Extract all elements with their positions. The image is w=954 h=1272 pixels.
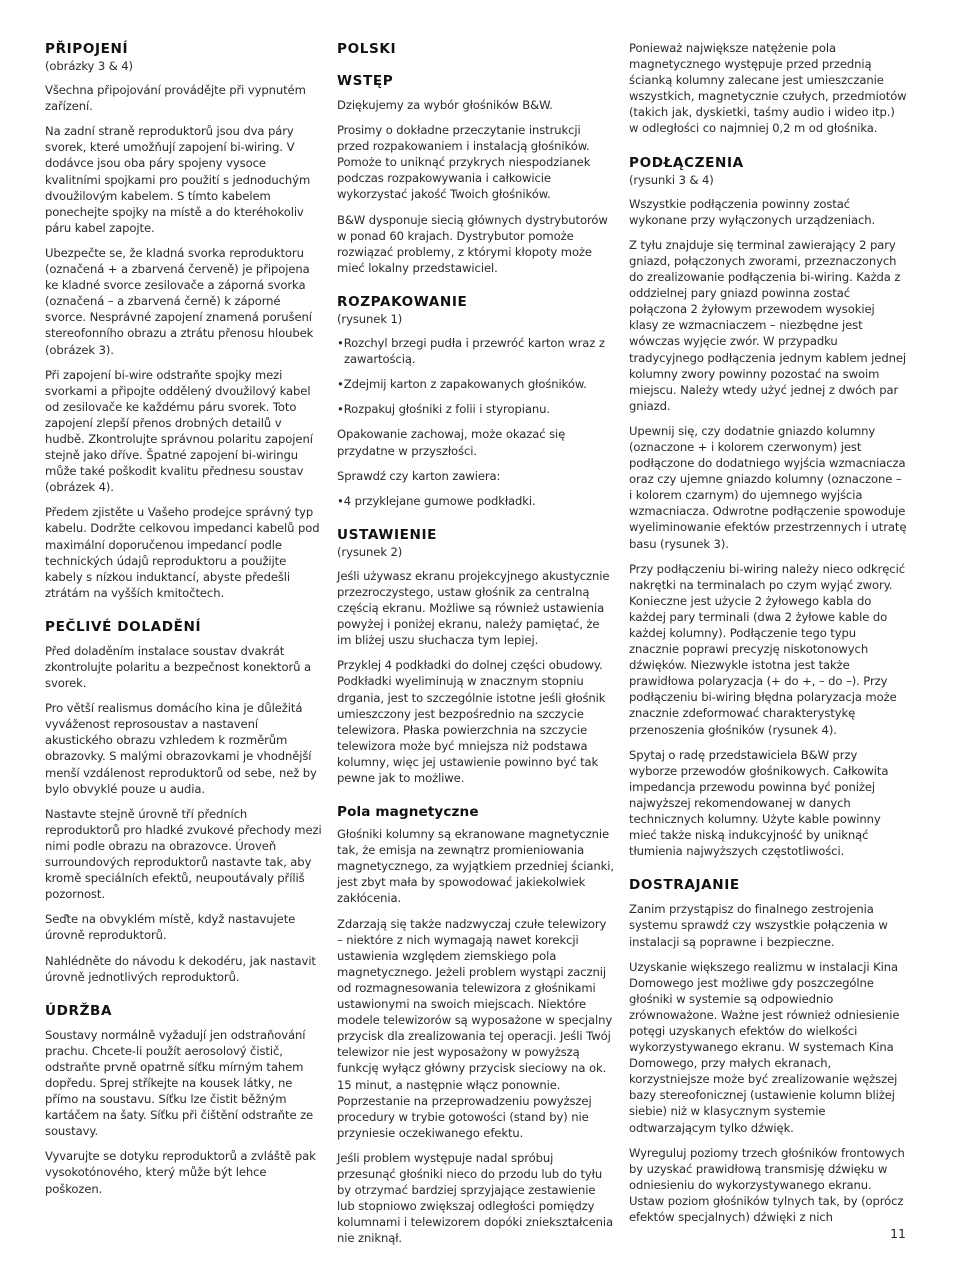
list-item: •Rozchyl brzegi pudła i przewróć karton wraz z zawartością. <box>337 336 605 367</box>
section-ustawienie <box>337 526 615 786</box>
paragraph: Głośniki kolumny są ekranowane magnetycznie tak, że emisja na zewnątrz promieniowania magnetycznego, za wyjątkiem przedniej ścianki, jest zbyt mała by spowodować jakiekolwiek zakłócenia. <box>337 827 614 906</box>
section-heading: ÚDRŽBA <box>45 1002 113 1019</box>
paragraph: Z tyłu znajduje się terminal zawierający 2 pary gniazd, połączonych zworami, przeznaczonych do zrealizowanie podłączenia bi-wiring. Każda z oddzielnej pary gniazd powinna zostać połączona 2 żyłowym przewodem wysokiej klasy ze wzmacniaczem – niezbędne jest wówczas wyjęcie zwór. W przypadku tradycyjnego podłączenia jednym kablem jednej kolumny zwory powinny pozostać na swoim miejscu. Należy wtedy użyć jednej z dwóch par gniazd. <box>629 237 906 413</box>
figure-reference: (rysunki 3 & 4) <box>629 172 714 187</box>
section-heading: PŘIPOJENÍ <box>45 41 129 57</box>
section-peclive-doladeni <box>45 618 323 985</box>
section-heading: DOSTRAJANIE <box>629 877 740 894</box>
paragraph: Jeśli problem występuje nadal spróbuj przesunąć głośniki nieco do przodu lub do tyłu by otrzymać bardziej sprzyjające zestawienie lub stopniowo zwiększaj odległości pomiędzy kolumnami i telewizorem dopóki zniekształcenia nie zniknął. <box>337 1150 614 1246</box>
section-pripojeni <box>45 40 323 601</box>
paragraph: Seďte na obvyklém místě, když nastavujete úrovně reproduktorů. <box>45 912 296 943</box>
box-contents-list <box>337 493 615 509</box>
paragraph: Wyreguluj poziomy trzech głośników frontowych by uzyskać prawidłową transmisję dźwięku w odniesieniu do wykorzystywanego ekranu. Ustaw poziom głośników tylnych tak, by (oprócz efektów specjalnych) dźwięki z nich <box>629 1145 905 1224</box>
section-udrzba <box>45 1002 323 1197</box>
paragraph: Na zadní straně reproduktorů jsou dva páry svorek, které umožňují zapojení bi-wiring. V dodávce jsou oba páry spojeny vysoce kvalitními spojkami pro použití s jednoduchým dvoužilovým kabelem. S tímto kabelem ponechejte spojky na místě a do kteréhokoliv páru kabel zapojte. <box>45 124 311 235</box>
list-item: •Zdejmij karton z zapakowanych głośników. <box>337 377 587 392</box>
paragraph: Všechna připojování provádějte při vypnutém zařízení. <box>45 83 306 114</box>
paragraph: Zdarzają się także nadzwyczaj czułe telewizory – niektóre z nich wymagają nawet korekcji ustawienia względem ziemskiego pola magnetycznego. Jeżeli problem wystąpi zacznij od rozmagnesowania telewizora z głośnikami ustawionymi na swoich miejscach. Niektóre modele telewizorów są wyposażone w specjalny przycisk dla zrealizowania tej operacji. Jeśli Twój telewizor nie jest wyposażony w powyższą funkcję wyłącz główny przycisk sieciowy na ok. 15 minut, a następnie włącz ponownie. Poprzestanie na przeprowadzeniu powyższej procedury w trybie gotowości (stand by) nie przyniesie oczekiwanego efektu. <box>337 916 613 1140</box>
paragraph: Przyklej 4 podkładki do dolnej części obudowy. Podkładki wyeliminują w znacznym stopniu drgania, jest to szczególnie istotne jeśli głośnik umieszczony jest bezpośrednio na szczycie telewizora. Płaska powierzchnia na szczycie telewizora może być mniejsza niż podstawa kolumny, więc jej ustawienie powinno być tak pewne jak to możliwe. <box>337 658 606 785</box>
section-heading: ROZPAKOWANIE <box>337 293 468 310</box>
section-pola-magnetyczne <box>337 803 615 1246</box>
paragraph: Vyvarujte se dotyku reproduktorů a zvláště pak vysokotónového, který může být lehce poškozen. <box>45 1149 316 1196</box>
page-number: 11 <box>890 1226 906 1241</box>
section-heading: Pola magnetyczne <box>337 804 479 821</box>
paragraph: Dziękujemy za wybór głośników B&W. <box>337 98 553 112</box>
figure-reference: (obrázky 3 & 4) <box>45 59 133 73</box>
paragraph: Ponieważ największe natężenie pola magnetycznego występuje przed przednią ścianką kolumny zalecane jest umieszczanie wszystkich, magnetycznie czułych, przedmiotów (takich jak, dyskietki, taśmy audio i wideo itp.) w odległości co najmniej 0,2 m od głośnika. <box>629 41 907 136</box>
section-rozpakowanie <box>337 293 615 509</box>
section-wstep <box>337 72 615 276</box>
unpacking-steps <box>337 335 615 417</box>
paragraph: Spytaj o radę przedstawiciela B&W przy wyborze przewodów głośnikowych. Całkowita impedancja przewodu powinna być poniżej najwyższej rekomendowanej w danych technicznych kolumny. Użyte kable powinny mieć także niską indukcyjność by uniknąć tłumienia najwyższych częstotliwości. <box>629 747 889 859</box>
paragraph: Prosimy o dokładne przeczytanie instrukcji przed rozpakowaniem i instalacją głośników. Pomoże to uniknąć przykrych niespodzianek podczas rozpakowywania i całkowicie wykorzystać jakość Twoich głośników. <box>337 123 591 202</box>
paragraph: Při zapojení bi-wire odstraňte spojky mezi svorkami a připojte oddělený dvoužilový kabel od zesilovače ke každému páru svorek. Toto zapojení zlepší přenos drobných detailů v hudbě. Zkontrolujte správnou polaritu zapojení stejně jako dříve. Špatné zapojení bi-wiringu může také poškodit kvalitu přednesu soustav (obrázek 4). <box>45 367 313 495</box>
figure-reference: (rysunek 1) <box>337 311 403 326</box>
paragraph: Před doladěním instalace soustav dvakrát zkontrolujte polaritu a bezpečnost konektorů a svorek. <box>45 643 311 691</box>
paragraph: Nastavte stejně úrovně tří předních reproduktorů pro hladké zvukové přechody mezi nimi podle obrazu na obrazovce. Úroveň surroundových reproduktorů nastavte tak, aby kromě speciálních efektů, neupoutávaly příliš pozornost. <box>45 806 322 902</box>
list-item: •4 przyklejane gumowe podkładki. <box>337 493 536 508</box>
section-heading: WSTĘP <box>337 73 394 89</box>
paragraph: Przy podłączeniu bi-wiring należy nieco odkręcić nakrętki na terminalach po czym wyjąć zwory. Konieczne jest użycie 2 żyłowego kabla do każdej pary terminali (dwa 2 żyłowe kable do każdej kolumny). Podłączenie tego typu znacznie poprawi precyzję niskotonowych dźwięków. Niezwykle istotna jest także prawidłowa polaryzacja (+ do +, – do –). Przy podłączeniu bi-wiring błędna polaryzacja może znacznie zdeformować charakterystykę przenoszenia głośników (rysunek 4). <box>629 561 905 737</box>
column-czech <box>45 40 323 1214</box>
paragraph: Zanim przystąpisz do finalnego zestrojenia systemu sprawdź czy wszystkie połączenia w instalacji są poprawne i bezpieczne. <box>629 902 888 949</box>
paragraph: Ubezpečte se, že kladná svorka reproduktoru (označená + a zbarvená červeně) je připojena ke kladné svorce zesilovače a záporná svorka (označená – a zbarvená černě) k záporné svorce. Nesprávné zapojení znamená porušení stereofonního obrazu a ztrátu přenosu hloubek (obrázek 3). <box>45 245 314 357</box>
section-magnetic-continued <box>629 40 907 137</box>
section-heading: PODŁĄCZENIA <box>629 154 744 171</box>
section-heading: USTAWIENIE <box>337 526 438 543</box>
section-polski <box>337 40 615 58</box>
paragraph: Sprawdź czy karton zawiera: <box>337 468 501 483</box>
language-heading: POLSKI <box>337 41 397 57</box>
section-heading: PEČLIVÉ DOLADĚNÍ <box>45 618 202 635</box>
section-podlaczenia <box>629 154 907 860</box>
figure-reference: (rysunek 2) <box>337 544 403 559</box>
column-polish-2 <box>629 40 907 1242</box>
paragraph: B&W dysponuje siecią głównych dystrybutorów w ponad 60 krajach. Dystrybutor pomoże rozwiązać problemy, z którymi kłopoty może mieć lokalny przedstawiciel. <box>337 212 608 275</box>
paragraph: Pro větší realismus domácího kina je důležitá vyváženost reprosoustav a nastavení akustického obrazu vzhledem k rozměrům obrazovky. S malými obrazovkami je vhodnější menší vzdálenost reproduktorů od sebe, než by bylo obvyklé pouze u audia. <box>45 701 317 796</box>
paragraph: Uzyskanie większego realizmu w instalacji Kina Domowego jest możliwe gdy poszczególne głośniki w systemie są odpowiednio zrównoważone. Ważne jest również odniesienie potęgi uzyskanych efektów do wielkości wykorzystywanego ekranu. W systemach Kina Domowego, przy małych ekranach, korzystniejsze może być zrealizowanie węższej bazy stereofonicznej (ustawienie kolumn bliżej siebie) niż w klasycznym systemie odtwarzającym tylko dźwięk. <box>629 959 900 1135</box>
paragraph: Wszystkie podłączenia powinny zostać wykonane przy wyłączonych urządzeniach. <box>629 196 876 227</box>
list-item: •Rozpakuj głośniki z folii i styropianu. <box>337 402 550 417</box>
paragraph: Soustavy normálně vyžadují jen odstraňování prachu. Chcete-li použít aerosolový čistič, odstraňte prvně opatrně síťku mírným tahem dopředu. Sprej stříkejte na kousek látky, ne přímo na soustavu. Síťku lze čistit běžným kartáčem na šaty. Síťku při čištění odstraňte ze soustavy. <box>45 1027 314 1139</box>
paragraph: Nahlédněte do návodu k dekodéru, jak nastavit úrovně jednotlivých reproduktorů. <box>45 953 316 984</box>
section-dostrajanie <box>629 876 907 1225</box>
paragraph: Opakowanie zachowaj, może okazać się przydatne w przyszłości. <box>337 427 566 458</box>
paragraph: Upewnij się, czy dodatnie gniazdo kolumny (oznaczone + i kolorem czerwonym) jest podłączone do dodatniego wyjścia wzmacniacza oraz czy ujemne gniazdo kolumny (oznaczone – i kolorem czarnym) do ujemnego wyjścia wzmacniacza. Odwrotne podłączenie spowoduje wyeliminowanie efektów przestrzennych i utratę basu (rysunek 3). <box>629 423 907 551</box>
paragraph: Jeśli używasz ekranu projekcyjnego akustycznie przezroczystego, ustaw głośnik za centralną częścią ekranu. Możliwe są również ustawienia powyżej i poniżej ekranu, należy pamiętać, że im bliżej uszu słuchacza tym lepiej. <box>337 568 610 648</box>
paragraph: Předem zjistěte u Vašeho prodejce správný typ kabelu. Dodržte celkovou impedanci kabelů pod maximální doporučenou impedancí podle technických údajů reproduktoru a použijte kabely s nízkou induktancí, abyste předešli ztrátám na vyšších kmitočtech. <box>45 505 320 600</box>
column-polish-1 <box>337 40 615 1263</box>
